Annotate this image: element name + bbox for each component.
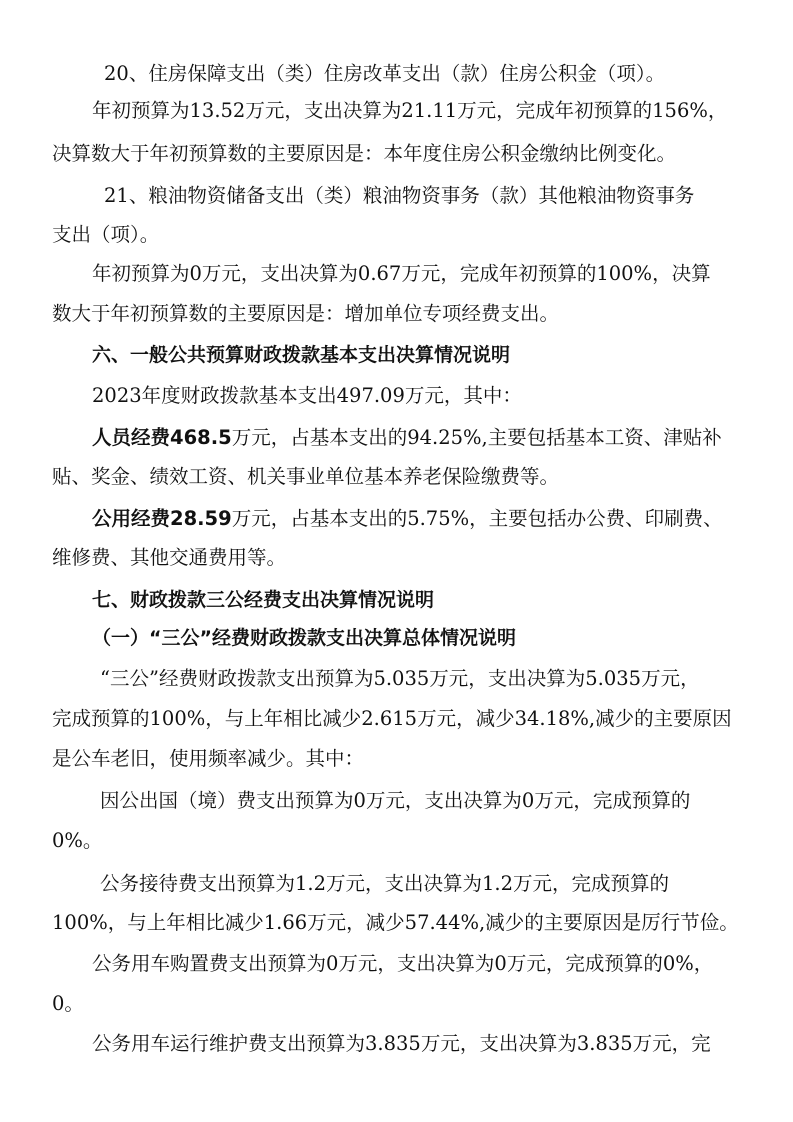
item-21-line-1: 年初预算为0万元，支出决算为0.67万元，完成年初预算的100%，决算 — [92, 262, 711, 285]
section-6-line-1: 2023年度财政拨款基本支出497.09万元，其中： — [92, 384, 522, 407]
section-6-heading: 六、一般公共预算财政拨款基本支出决算情况说明 — [92, 344, 511, 366]
sangong-line-3: 是公车老旧，使用频率减少。其中： — [52, 747, 365, 770]
item-21-title-2: 支出（项）。 — [52, 223, 160, 246]
reception-line-1: 公务接待费支出预算为1.2万元，支出决算为1.2万元，完成预算的 — [100, 872, 670, 895]
personnel-line-1 — [92, 424, 747, 452]
sangong-line-1: “三公”经费财政拨款支出预算为5.035万元，支出决算为5.035万元， — [100, 667, 700, 690]
public-rest: 万元，占基本支出的5.75%，主要包括办公费、印刷费、 — [231, 507, 723, 530]
public-label: 公用经费28.59 — [92, 507, 232, 530]
car-purchase-line-2: 0。 — [52, 992, 84, 1015]
item-20-line-2: 决算数大于年初预算数的主要原因是：本年度住房公积金缴纳比例变化。 — [52, 142, 677, 165]
personnel-line-2: 贴、奖金、绩效工资、机关事业单位基本养老保险缴费等。 — [52, 465, 560, 488]
abroad-line-1: 因公出国（境）费支出预算为0万元，支出决算为0万元，完成预算的 — [100, 789, 691, 812]
public-line-2: 维修费、其他交通费用等。 — [52, 546, 287, 569]
section-7-heading: 七、财政拨款三公经费支出决算情况说明 — [92, 589, 435, 611]
car-purchase-line-1: 公务用车购置费支出预算为0万元，支出决算为0万元，完成预算的0%， — [92, 952, 714, 975]
item-21-line-2: 数大于年初预算数的主要原因是：增加单位专项经费支出。 — [52, 302, 560, 325]
item-20-line-1: 年初预算为13.52万元，支出决算为21.11万元，完成年初预算的156%， — [92, 99, 728, 122]
item-21-title-1: 21、粮油物资储备支出（类）粮油物资事务（款）其他粮油物资事务 — [104, 184, 695, 207]
personnel-rest: 万元，占基本支出的94.25%,主要包括基本工资、津贴补 — [231, 426, 722, 449]
abroad-line-2: 0%。 — [52, 829, 103, 852]
car-running-line-1: 公务用车运行维护费支出预算为3.835万元，支出决算为3.835万元，完 — [92, 1032, 711, 1055]
item-20-title: 20、住房保障支出（类）住房改革支出（款）住房公积金（项）。 — [104, 62, 666, 85]
reception-line-2: 100%，与上年相比减少1.66万元，减少57.44%,减少的主要原因是厉行节俭。 — [52, 911, 739, 934]
personnel-label: 人员经费468.5 — [92, 426, 232, 449]
sangong-line-2: 完成预算的100%，与上年相比减少2.615万元，减少34.18%,减少的主要原因 — [52, 707, 732, 730]
section-7-subheading: （一）“三公”经费财政拨款支出决算总体情况说明 — [92, 627, 516, 649]
public-line-1 — [92, 505, 747, 533]
